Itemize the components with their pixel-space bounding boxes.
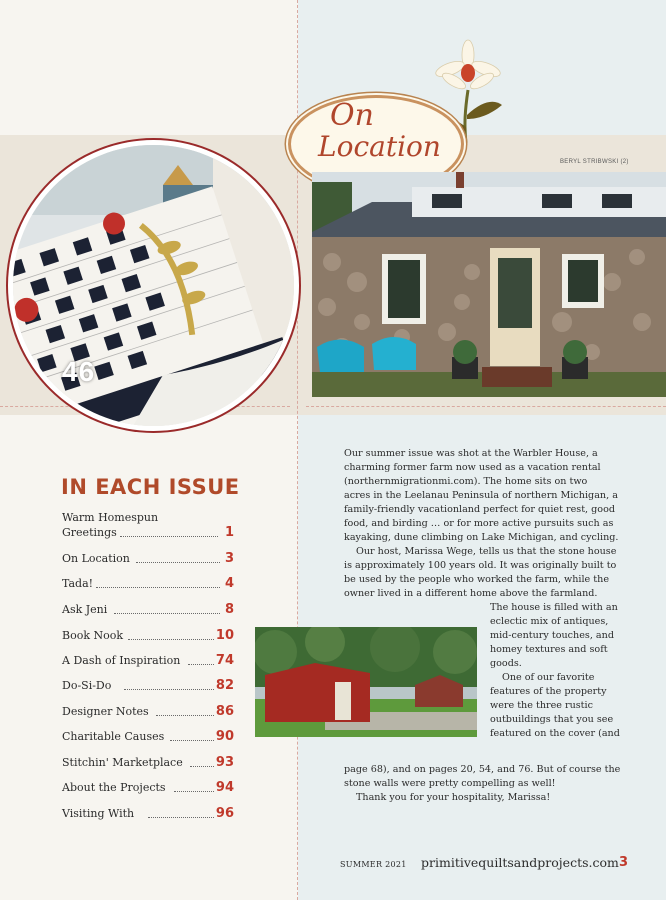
toc-item-label: Ask Jeni bbox=[62, 603, 108, 616]
article-line: featured on the cover (and bbox=[490, 728, 620, 739]
toc-item-label: Do-Si-Do bbox=[62, 679, 112, 692]
toc-item-page: 96 bbox=[215, 806, 234, 821]
toc-item-label: Warm Homespun bbox=[62, 511, 159, 524]
article-line: One of our favorite bbox=[502, 672, 595, 683]
article-line: Thank you for your hospitality, Marissa! bbox=[356, 792, 551, 803]
toc-item-label: Greetings bbox=[62, 526, 117, 539]
toc-item-tada[interactable] bbox=[62, 576, 232, 591]
toc-item-page: 90 bbox=[215, 729, 234, 744]
toc-dot-leader bbox=[188, 664, 214, 665]
toc-item-page: 10 bbox=[215, 628, 234, 643]
toc-item-page: 94 bbox=[215, 780, 234, 795]
toc-dot-leader bbox=[148, 817, 214, 818]
toc-item-do-si-do[interactable] bbox=[62, 678, 232, 693]
toc-dot-leader bbox=[170, 740, 214, 741]
toc-item-ask-jeni[interactable] bbox=[62, 602, 232, 617]
article-line: were the three rustic bbox=[490, 700, 593, 711]
red-barn-photo bbox=[255, 627, 477, 737]
footer-page-number: 3 bbox=[619, 855, 629, 870]
article-line: Our host, Marissa Wege, tells us that the stone house bbox=[356, 546, 617, 557]
article-line: goods. bbox=[490, 658, 522, 669]
toc-item-label: Visiting With bbox=[62, 807, 135, 820]
article-line: family-friendly vacationland perfect for quiet rest, good bbox=[344, 504, 615, 515]
footer-website-link[interactable]: primitivequiltsandprojects.com bbox=[421, 855, 619, 870]
toc-item-label: About the Projects bbox=[62, 781, 166, 794]
toc-item-designer-notes[interactable] bbox=[62, 704, 232, 719]
toc-dot-leader bbox=[120, 536, 218, 537]
toc-dot-leader bbox=[156, 715, 214, 716]
article-line: is approximately 100 years old. It was originally built to bbox=[344, 560, 617, 571]
article-line: owner lived in a different home above the farmland. bbox=[344, 588, 598, 599]
toc-item-label: Book Nook bbox=[62, 629, 124, 642]
toc-dot-leader bbox=[136, 562, 220, 563]
toc-item-page: 1 bbox=[224, 525, 234, 540]
toc-dot-leader bbox=[174, 791, 214, 792]
toc-item-label: A Dash of Inspiration bbox=[62, 654, 181, 667]
toc-item-page: 4 bbox=[224, 576, 234, 591]
article-line: kayaking, dune climbing on Lake Michigan, and cycling. bbox=[344, 532, 619, 543]
article-closing bbox=[344, 763, 644, 805]
article-line: The house is filled with an bbox=[490, 602, 618, 613]
toc-item-visiting-with[interactable] bbox=[62, 806, 232, 821]
toc-item-stitchin-marketplace[interactable] bbox=[62, 755, 232, 770]
toc-item-page: 3 bbox=[224, 551, 234, 566]
toc-dot-leader bbox=[114, 613, 220, 614]
article-line: acres in the Leelanau Peninsula of northern Michigan, a bbox=[344, 490, 618, 501]
article-wrap-column bbox=[490, 601, 640, 741]
toc-dot-leader bbox=[124, 689, 214, 690]
article-line: Our summer issue was shot at the Warbler House, a bbox=[344, 448, 598, 459]
toc-item-page: 93 bbox=[215, 755, 234, 770]
badge-title-line1: On bbox=[330, 98, 374, 133]
article-line: mid-century touches, and bbox=[490, 630, 614, 641]
toc-item-page: 8 bbox=[224, 602, 234, 617]
article-line: food, and birding … or for more active pursuits such as bbox=[344, 518, 614, 529]
toc-item-on-location[interactable] bbox=[62, 551, 232, 566]
toc-item-label: On Location bbox=[62, 552, 130, 565]
toc-heading: IN EACH ISSUE bbox=[61, 475, 240, 499]
article-line: eclectic mix of antiques, bbox=[490, 616, 609, 627]
badge-title-line2: Location bbox=[318, 130, 441, 163]
stone-house-photo bbox=[312, 172, 666, 397]
article-line: stone walls were pretty compelling as well! bbox=[344, 778, 556, 789]
toc-item-a-dash-of-inspiration[interactable] bbox=[62, 653, 232, 668]
toc-item-about-the-projects[interactable] bbox=[62, 780, 232, 795]
horizontal-stitch-divider-right bbox=[306, 406, 666, 407]
toc-dot-leader bbox=[190, 766, 214, 767]
article-line: page 68), and on pages 20, 54, and 76. But of course the bbox=[344, 764, 621, 775]
toc-item-charitable-causes[interactable] bbox=[62, 729, 232, 744]
toc-item-book-nook[interactable] bbox=[62, 628, 232, 643]
article-intro bbox=[344, 447, 640, 601]
article-line: (northernmigrationmi.com). The home sits on two bbox=[344, 476, 588, 487]
toc-item-warm-homespun-greetings[interactable] bbox=[62, 510, 232, 540]
article-line: outbuildings that you see bbox=[490, 714, 614, 725]
photo-credit: BERYL STRIBWSKI (2) bbox=[560, 159, 629, 165]
toc-item-page: 74 bbox=[215, 653, 234, 668]
page-number-badge: 46 bbox=[62, 356, 96, 387]
toc-item-label: Charitable Causes bbox=[62, 730, 165, 743]
article-line: charming former farm now used as a vacation rental bbox=[344, 462, 601, 473]
toc-item-page: 86 bbox=[215, 704, 234, 719]
toc-item-label: Stitchin' Marketplace bbox=[62, 756, 183, 769]
article-line: be used by the people who worked the farm, while the bbox=[344, 574, 609, 585]
toc-item-label: Tada! bbox=[62, 577, 94, 590]
footer-issue-date: SUMMER 2021 bbox=[340, 860, 407, 869]
article-line: features of the property bbox=[490, 686, 607, 697]
quilt-photo bbox=[8, 140, 299, 431]
toc-dot-leader bbox=[128, 639, 214, 640]
toc-dot-leader bbox=[96, 587, 220, 588]
article-line: homey textures and soft bbox=[490, 644, 608, 655]
toc-item-page: 82 bbox=[215, 678, 234, 693]
toc-item-label: Designer Notes bbox=[62, 705, 149, 718]
